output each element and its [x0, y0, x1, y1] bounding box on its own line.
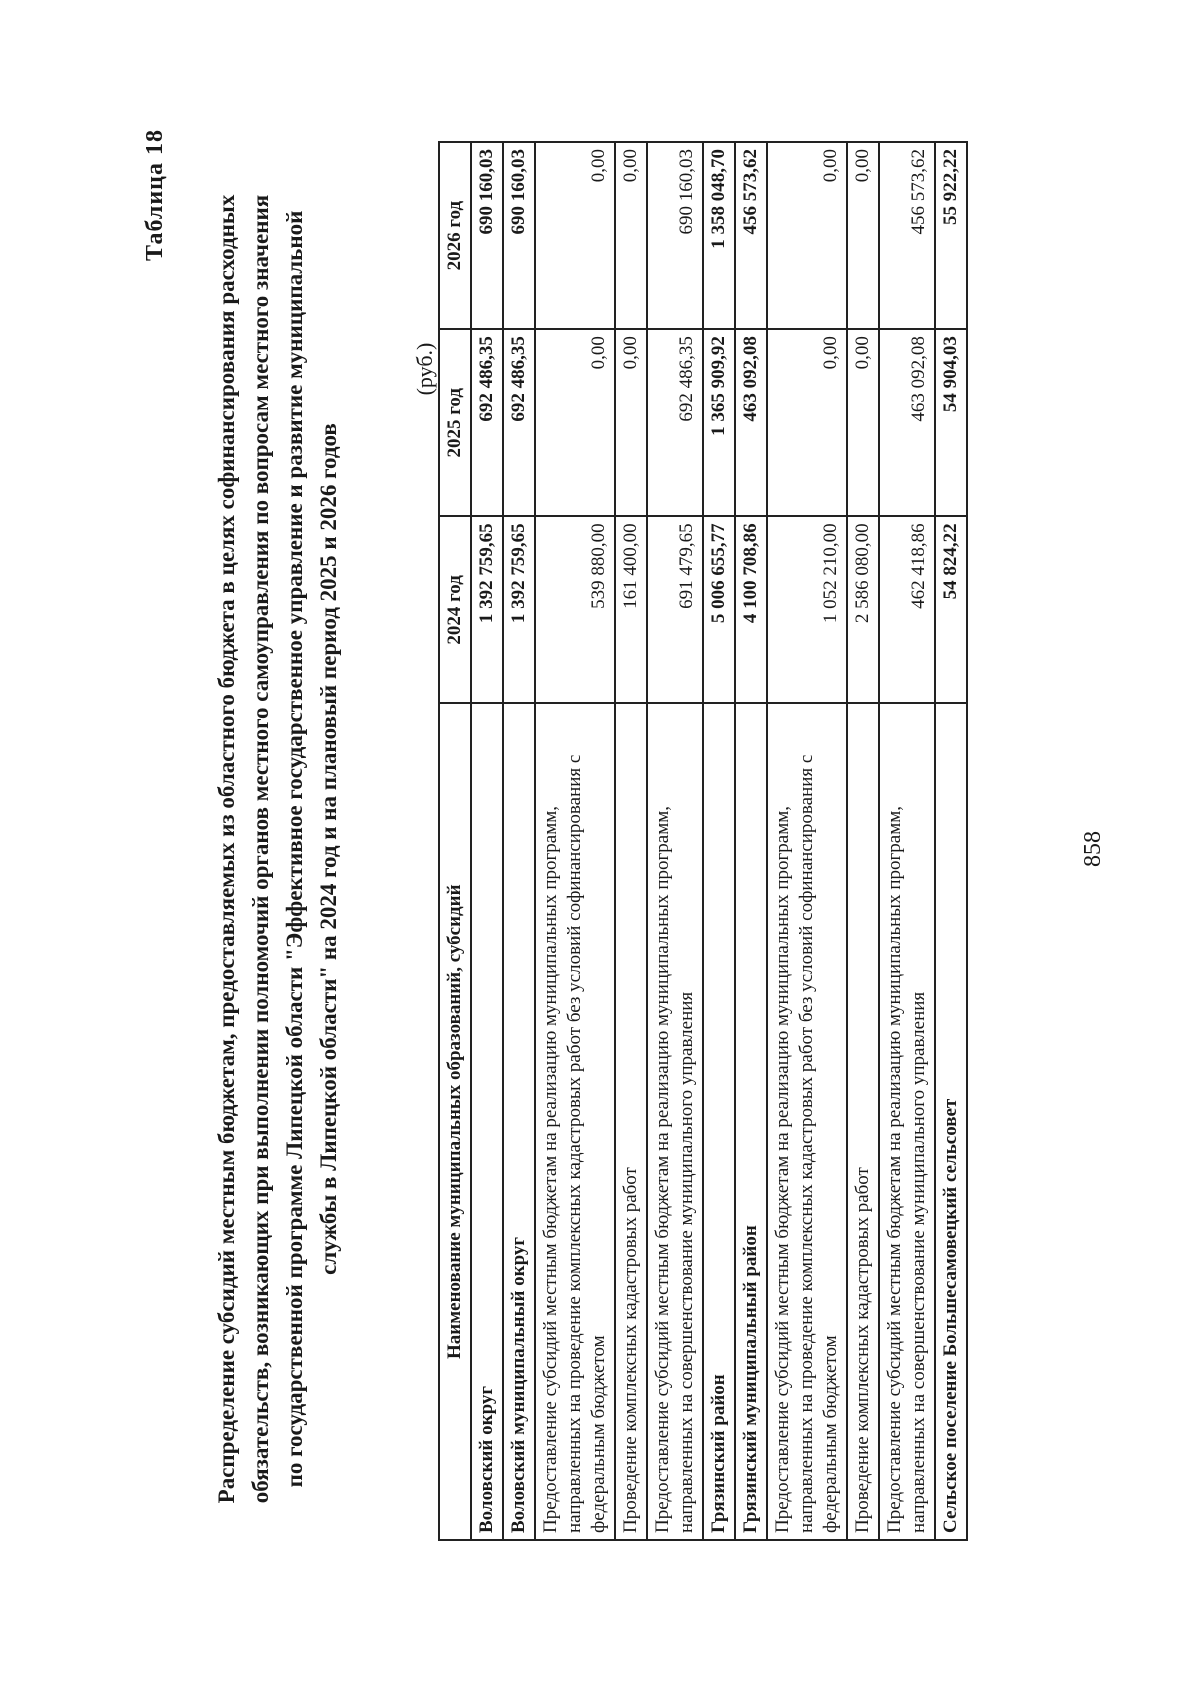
column-header-name: Наименование муниципальных образований, субсидий	[439, 703, 471, 1540]
row-name: Предоставление субсидий местным бюджетам на реализацию муниципальных программ, направленных на совершенствование муниципального управления	[879, 703, 935, 1540]
row-2024: 1 392 759,65	[503, 516, 535, 703]
row-2024: 539 880,00	[535, 516, 615, 703]
column-header-2025: 2025 год	[439, 329, 471, 516]
table-row	[735, 142, 767, 1540]
row-2024: 54 824,22	[935, 516, 967, 703]
page-number: 858	[1080, 830, 1106, 867]
rotated-page	[30, 29, 1170, 1669]
row-2025: 0,00	[767, 329, 847, 516]
row-2026: 456 573,62	[735, 142, 767, 329]
row-2024: 5 006 655,77	[703, 516, 735, 703]
table-row	[703, 142, 735, 1540]
row-2025: 463 092,08	[735, 329, 767, 516]
table-header-row	[439, 142, 471, 1540]
column-header-2026: 2026 год	[439, 142, 471, 329]
row-2026: 55 922,22	[935, 142, 967, 329]
row-name: Грязинский район	[703, 703, 735, 1540]
row-2025: 463 092,08	[879, 329, 935, 516]
row-2026: 0,00	[535, 142, 615, 329]
row-2025: 692 486,35	[471, 329, 503, 516]
row-2024: 161 400,00	[615, 516, 647, 703]
row-2025: 1 365 909,92	[703, 329, 735, 516]
row-2025: 0,00	[535, 329, 615, 516]
row-2026: 1 358 048,70	[703, 142, 735, 329]
row-2025: 692 486,35	[503, 329, 535, 516]
row-name: Предоставление субсидий местным бюджетам на реализацию муниципальных программ, направленных на проведение комплексных кадастровых работ без условий софинансирования с федеральным бюджетом	[535, 703, 615, 1540]
row-2024: 1 392 759,65	[471, 516, 503, 703]
row-2026: 0,00	[847, 142, 879, 329]
row-2026: 690 160,03	[647, 142, 703, 329]
row-2026: 690 160,03	[471, 142, 503, 329]
row-name: Воловский округ	[471, 703, 503, 1540]
table-row	[615, 142, 647, 1540]
row-2025: 0,00	[615, 329, 647, 516]
row-2024: 4 100 708,86	[735, 516, 767, 703]
column-header-2024: 2024 год	[439, 516, 471, 703]
row-2024: 2 586 080,00	[847, 516, 879, 703]
row-2026: 0,00	[615, 142, 647, 329]
row-2024: 691 479,65	[647, 516, 703, 703]
row-name: Проведение комплексных кадастровых работ	[847, 703, 879, 1540]
row-name: Предоставление субсидий местным бюджетам на реализацию муниципальных программ, направленных на совершенствование муниципального управления	[647, 703, 703, 1540]
row-name: Проведение комплексных кадастровых работ	[615, 703, 647, 1540]
table-row	[535, 142, 615, 1540]
table-row	[847, 142, 879, 1540]
row-2024: 462 418,86	[879, 516, 935, 703]
row-2026: 456 573,62	[879, 142, 935, 329]
row-2026: 0,00	[767, 142, 847, 329]
row-2025: 692 486,35	[647, 329, 703, 516]
row-name: Грязинский муниципальный район	[735, 703, 767, 1540]
table-row	[879, 142, 935, 1540]
table-row	[647, 142, 703, 1540]
row-2025: 0,00	[847, 329, 879, 516]
table-number: Таблица 18	[142, 128, 168, 261]
unit-label: (руб.)	[412, 342, 437, 395]
row-name: Сельское поселение Большесамовецкий сельсовет	[935, 703, 967, 1540]
row-name: Предоставление субсидий местным бюджетам на реализацию муниципальных программ, направленных на проведение комплексных кадастровых работ без условий софинансирования с федеральным бюджетом	[767, 703, 847, 1540]
row-name: Воловский муниципальный округ	[503, 703, 535, 1540]
row-2025: 54 904,03	[935, 329, 967, 516]
row-2026: 690 160,03	[503, 142, 535, 329]
row-2024: 1 052 210,00	[767, 516, 847, 703]
table-row	[503, 142, 535, 1540]
table-row	[471, 142, 503, 1540]
subsidy-table	[438, 141, 968, 1541]
table-row	[767, 142, 847, 1540]
table-row	[935, 142, 967, 1540]
document-title: Распределение субсидий местным бюджетам, предоставляемых из областного бюджета в целях софинансирования расходных обязательств, возникающих при выполнении полномочий органов местного самоуправления по вопросам местного значения по государственной программе Липецкой области "Эффективное государственное управление и развитие муниципальной службы в Липецкой области" на 2024 год и на плановый период 2025 и 2026 годов	[214, 194, 341, 1503]
